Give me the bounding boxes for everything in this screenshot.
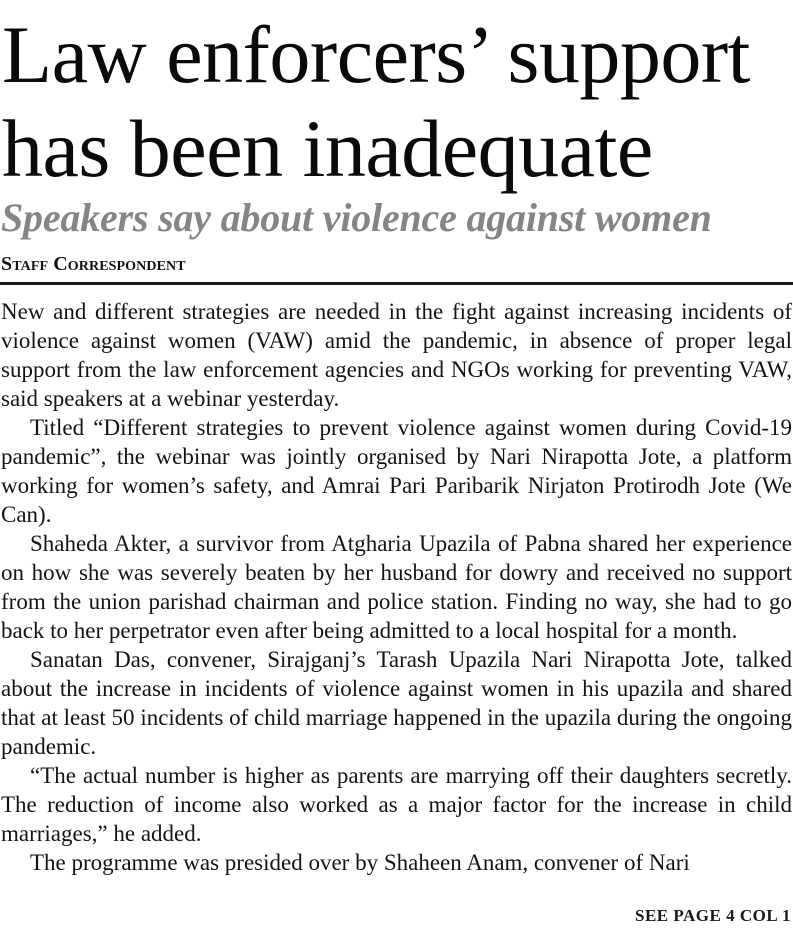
kicker-subheadline: Speakers say about violence against women — [1, 195, 712, 240]
paragraph-5: “The actual number is higher as parents are marrying off their daughters secretly. The reduction of income also worked as a major factor for the increase in child marriages,” he added. — [1, 763, 792, 846]
headline-line-2: has been inadequate — [2, 103, 653, 194]
paragraph-6: The programme was presided over by Shaheen Anam, convener of Nari — [30, 850, 690, 875]
byline-divider — [0, 282, 793, 285]
paragraph-4: Sanatan Das, convener, Sirajganj’s Tarash Upazila Nari Nirapotta Jote, talked about the increase in incidents of violence against women in his upazila and shared that at least 50 incidents of child marriage happened in the upazila during the ongoing pandemic. — [1, 647, 792, 759]
headline — [2, 8, 793, 196]
paragraph-3: Shaheda Akter, a survivor from Atgharia Upazila of Pabna shared her experience on how she was severely beaten by her husband for dowry and received no support from the union parishad chairman and police station. Finding no way, she had to go back to her perpetrator even after being admitted to a local hospital for a month. — [1, 531, 792, 643]
article-body — [1, 297, 792, 877]
byline: Staff Correspondent — [1, 253, 186, 275]
paragraph-1: New and different strategies are needed in the fight against increasing incidents of violence against women (VAW) amid the pandemic, in absence of proper legal support from the law enforcement agencies and NGOs working for preventing VAW, said speakers at a webinar yesterday. — [1, 299, 792, 411]
headline-line-1: Law enforcers’ support — [2, 9, 750, 100]
continuation-jump-line: SEE PAGE 4 COL 1 — [635, 906, 791, 925]
paragraph-2: Titled “Different strategies to prevent violence against women during Covid-19 pandemic”, the webinar was jointly organised by Nari Nirapotta Jote, a platform working for women’s safety, and Amrai Pari Paribarik Nirjaton Protirodh Jote (We Can). — [1, 415, 792, 527]
